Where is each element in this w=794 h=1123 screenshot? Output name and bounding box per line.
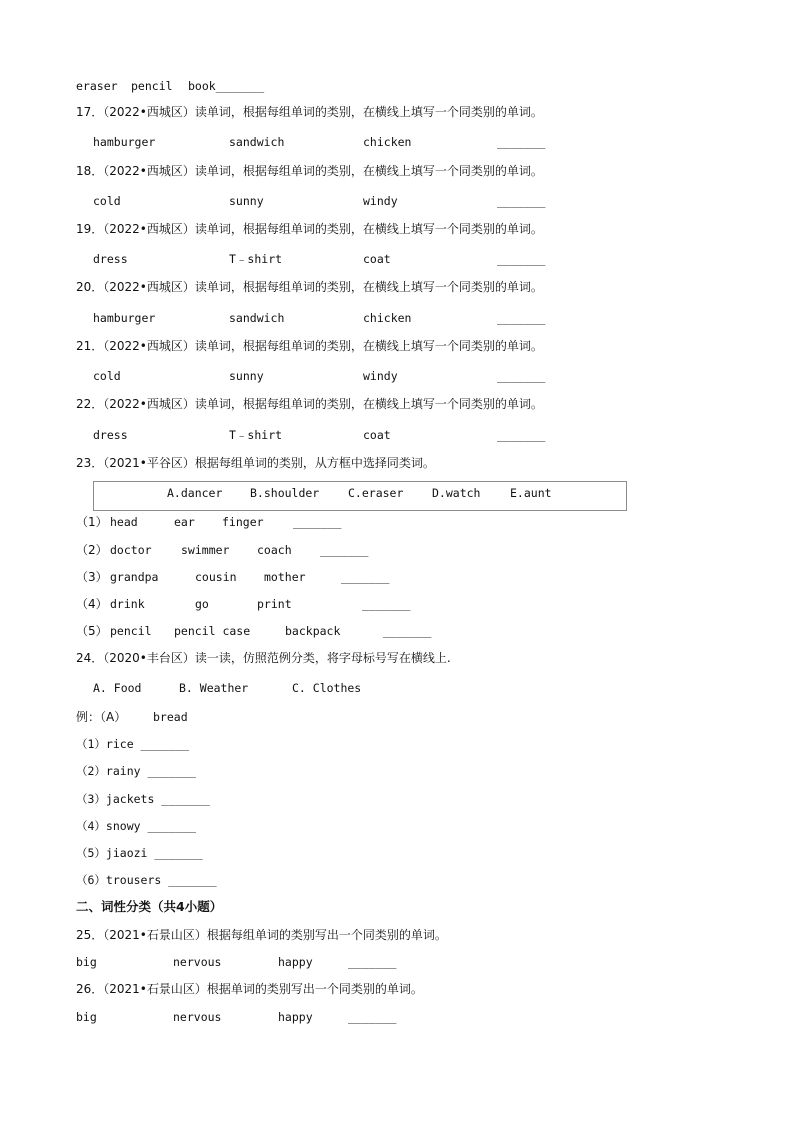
answer-blank[interactable]: _______ — [348, 1010, 397, 1024]
answer-blank[interactable]: _______ — [362, 597, 411, 611]
question-24-item-5[interactable]: （5）jiaozi _______ — [76, 846, 203, 860]
option: B.shoulder — [250, 486, 320, 500]
question-20-stem: 20．（2022•西城区）读单词，根据每组单词的类别，在横线上填写一个同类别的单词。 — [76, 280, 543, 294]
option: E.aunt — [510, 486, 552, 500]
question-23-stem: 23．（2021•平谷区）根据每组单词的类别，从方框中选择同类词。 — [76, 456, 435, 470]
option: D.watch — [432, 486, 481, 500]
word: windy — [363, 369, 398, 383]
word: sandwich — [229, 135, 285, 149]
answer-blank[interactable]: _______ — [497, 428, 546, 442]
word: T﹣shirt — [229, 252, 283, 266]
question-22-stem: 22．（2022•西城区）读单词，根据每组单词的类别，在横线上填写一个同类别的单词。 — [76, 397, 543, 411]
item-number: （4） — [76, 597, 108, 611]
question-25-stem: 25．（2021•石景山区）根据每组单词的类别写出一个同类别的单词。 — [76, 928, 447, 942]
word: cousin — [195, 570, 237, 584]
word: cold — [93, 369, 121, 383]
word: dress — [93, 252, 128, 266]
question-24-stem: 24．（2020•丰台区）读一读，仿照范例分类，将字母标号写在横线上. — [76, 651, 451, 665]
word: drink — [110, 597, 145, 611]
answer-blank[interactable]: _______ — [320, 543, 369, 557]
word: big — [76, 1010, 97, 1024]
example-word: bread — [153, 710, 188, 724]
word: sunny — [229, 369, 264, 383]
word: ear — [174, 515, 195, 529]
answer-blank[interactable]: _______ — [497, 369, 546, 383]
answer-blank[interactable]: _______ — [497, 135, 546, 149]
question-21-stem: 21．（2022•西城区）读单词，根据每组单词的类别，在横线上填写一个同类别的单词。 — [76, 339, 543, 353]
word: coat — [363, 252, 391, 266]
question-24-item-4[interactable]: （4）snowy _______ — [76, 819, 196, 833]
word: big — [76, 955, 97, 969]
item-number: （1） — [76, 515, 108, 529]
question-19-stem: 19．（2022•西城区）读单词，根据每组单词的类别，在横线上填写一个同类别的单词。 — [76, 222, 543, 236]
example-label: 例：（A） — [76, 710, 127, 724]
word: chicken — [363, 135, 412, 149]
answer-blank[interactable]: _______ — [497, 311, 546, 325]
word: finger — [222, 515, 264, 529]
question-18-stem: 18．（2022•西城区）读单词，根据每组单词的类别，在横线上填写一个同类别的单词。 — [76, 164, 543, 178]
word: go — [195, 597, 209, 611]
answer-blank[interactable]: _______ — [383, 624, 432, 638]
word: sunny — [229, 194, 264, 208]
word: hamburger — [93, 311, 156, 325]
word: pencil — [110, 624, 152, 638]
word: dress — [93, 428, 128, 442]
answer-blank[interactable]: _______ — [497, 194, 546, 208]
word: swimmer — [181, 543, 230, 557]
question-24-item-1[interactable]: （1）rice _______ — [76, 737, 190, 751]
word: coat — [363, 428, 391, 442]
section-heading: 二、词性分类（共4小题） — [76, 899, 223, 914]
word: happy — [278, 955, 313, 969]
word: backpack — [285, 624, 341, 638]
word: chicken — [363, 311, 412, 325]
option: C.eraser — [348, 486, 404, 500]
word: pencil case — [174, 624, 251, 638]
word: grandpa — [110, 570, 159, 584]
item-number: （2） — [76, 543, 108, 557]
question-26-stem: 26．（2021•石景山区）根据单词的类别写出一个同类别的单词。 — [76, 982, 423, 996]
word: eraser — [76, 79, 118, 93]
option: C. Clothes — [292, 681, 362, 695]
option: B. Weather — [179, 681, 249, 695]
word-with-blank: book_______ — [188, 79, 265, 93]
word: windy — [363, 194, 398, 208]
word: coach — [257, 543, 292, 557]
question-24-item-3[interactable]: （3）jackets _______ — [76, 792, 210, 806]
word: hamburger — [93, 135, 156, 149]
answer-blank[interactable]: _______ — [497, 252, 546, 266]
word: nervous — [173, 1010, 222, 1024]
answer-blank[interactable]: _______ — [341, 570, 390, 584]
question-24-item-2[interactable]: （2）rainy _______ — [76, 764, 196, 778]
word: happy — [278, 1010, 313, 1024]
answer-blank[interactable]: _______ — [348, 955, 397, 969]
option: A.dancer — [167, 486, 223, 500]
answer-blank[interactable]: _______ — [293, 515, 342, 529]
item-number: （5） — [76, 624, 108, 638]
question-24-item-6[interactable]: （6）trousers _______ — [76, 873, 217, 887]
word: doctor — [110, 543, 152, 557]
question-17-stem: 17．（2022•西城区）读单词，根据每组单词的类别，在横线上填写一个同类别的单词。 — [76, 105, 543, 119]
word: nervous — [173, 955, 222, 969]
word: print — [257, 597, 292, 611]
word: T﹣shirt — [229, 428, 283, 442]
word: mother — [264, 570, 306, 584]
word: cold — [93, 194, 121, 208]
item-number: （3） — [76, 570, 108, 584]
word: sandwich — [229, 311, 285, 325]
word: head — [110, 515, 138, 529]
option: A. Food — [93, 681, 142, 695]
word: pencil — [131, 79, 173, 93]
